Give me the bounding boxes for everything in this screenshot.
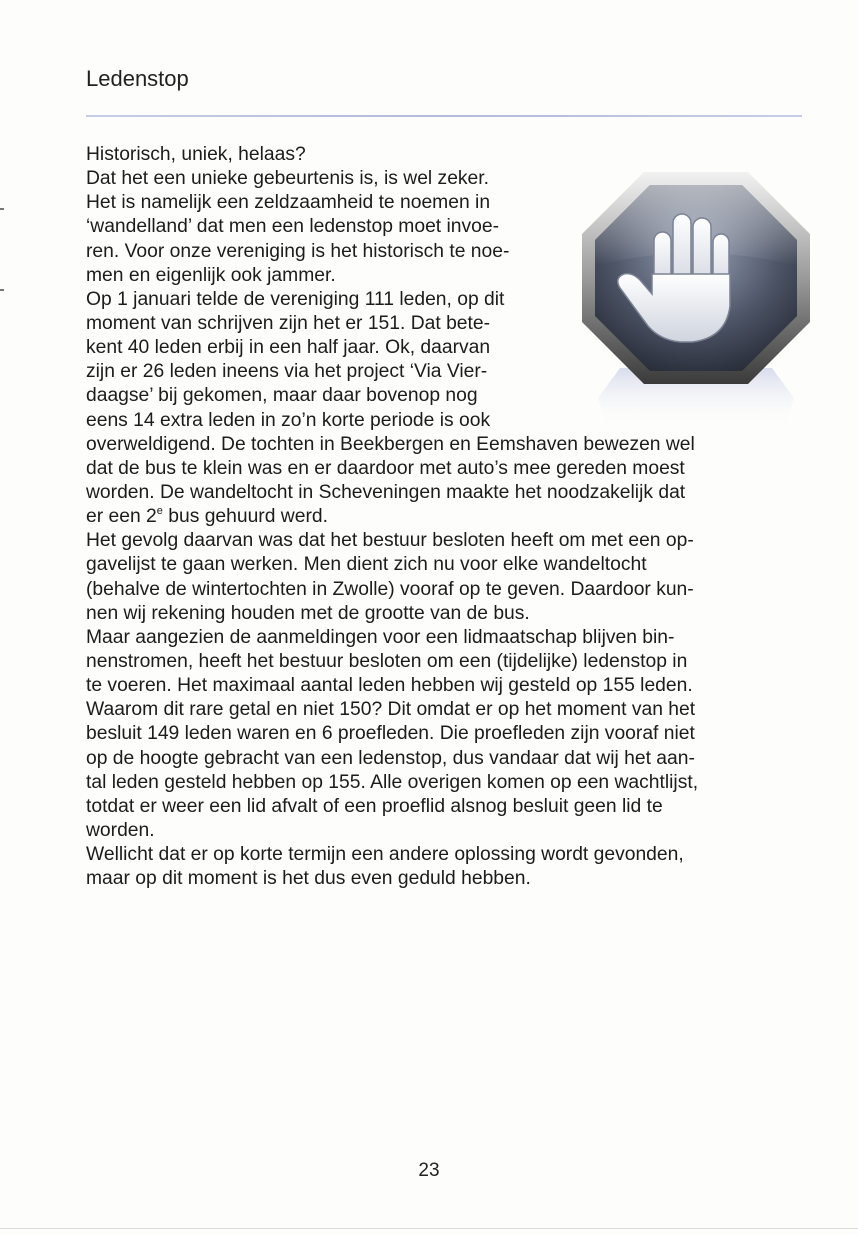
text-fragment: bus gehuurd werd. [162,506,328,528]
text-line: ren. Voor onze vereniging is het historisch te noe- [86,240,510,262]
text-line: zijn er 26 leden ineens via het project ‘Via Vier- [86,361,488,383]
text-line: te voeren. Het maximaal aantal leden hebben wij gesteld op 155 leden. [86,675,693,697]
text-line: worden. De wandeltocht in Scheveningen maakte het noodzakelijk dat [86,481,686,503]
text-line: moment van schrijven zijn het er 151. Dat bete- [86,312,491,334]
scan-mark [0,289,4,291]
text-line: totdat er weer een lid afvalt of een proeflid alsnog besluit geen lid te [86,795,663,817]
text-line: Historisch, uniek, helaas? [86,144,306,165]
text-line: Het is namelijk een zeldzaamheid te noemen in [86,192,491,214]
header-divider [86,115,802,117]
text-line: gavelijst te gaan werken. Men dient zich nu voor elke wandeltocht [86,554,647,576]
text-line: tal leden gesteld hebben op 155. Alle overigen komen op een wachtlijst, [86,771,699,793]
text-line: eens 14 extra leden in zo’n korte periode is ook [86,409,491,431]
text-line: Op 1 januari telde de vereniging 111 leden, op dit [86,288,505,310]
text-line: daagse’ bij gekomen, maar daar bovenop nog [86,385,478,407]
text-line: men en eigenlijk ook jammer. [86,264,336,286]
article-body [86,143,802,891]
text-line: Dat het een unieke gebeurtenis is, is wel zeker. [86,168,489,190]
scan-mark [0,208,4,210]
text-line: nen wij rekening houden met de grootte van de bus. [86,602,530,624]
text-line: nenstromen, heeft het bestuur besloten om een (tijdelijke) ledenstop in [86,650,688,672]
page-bottom-edge [0,1228,858,1229]
text-line: kent 40 leden erbij in een half jaar. Ok, daarvan [86,337,491,359]
text-line: dat de bus te klein was en er daardoor met auto’s mee gereden moest [86,457,685,479]
text-line: (behalve de wintertochten in Zwolle) vooraf op te geven. Daardoor kun- [86,578,694,600]
text-line [86,505,802,529]
text-line: op de hoogte gebracht van een ledenstop, dus vandaar dat wij het aan- [86,747,695,769]
text-line: overweldigend. De tochten in Beekbergen en Eemshaven bewezen wel [86,433,695,455]
text-line: Wellicht dat er op korte termijn een andere oplossing wordt gevonden, [86,844,684,866]
page-number: 23 [418,1160,440,1181]
text-line: ‘wandelland’ dat men een ledenstop moet invoe- [86,216,500,238]
text-line: maar op dit moment is het dus even geduld hebben. [86,868,531,890]
ordinal-superscript: e [156,505,163,518]
text-line: Het gevolg daarvan was dat het bestuur besloten heeft om met een op- [86,530,694,552]
page-title: Ledenstop [86,66,189,91]
text-line: worden. [86,819,155,841]
text-line: besluit 149 leden waren en 6 proefleden. Die proefleden zijn vooraf niet [86,723,695,745]
text-fragment: er een 2 [86,506,157,528]
text-line: Maar aangezien de aanmeldingen voor een lidmaatschap blijven bin- [86,626,675,648]
text-line: Waarom dit rare getal en niet 150? Dit omdat er op het moment van het [86,699,696,721]
